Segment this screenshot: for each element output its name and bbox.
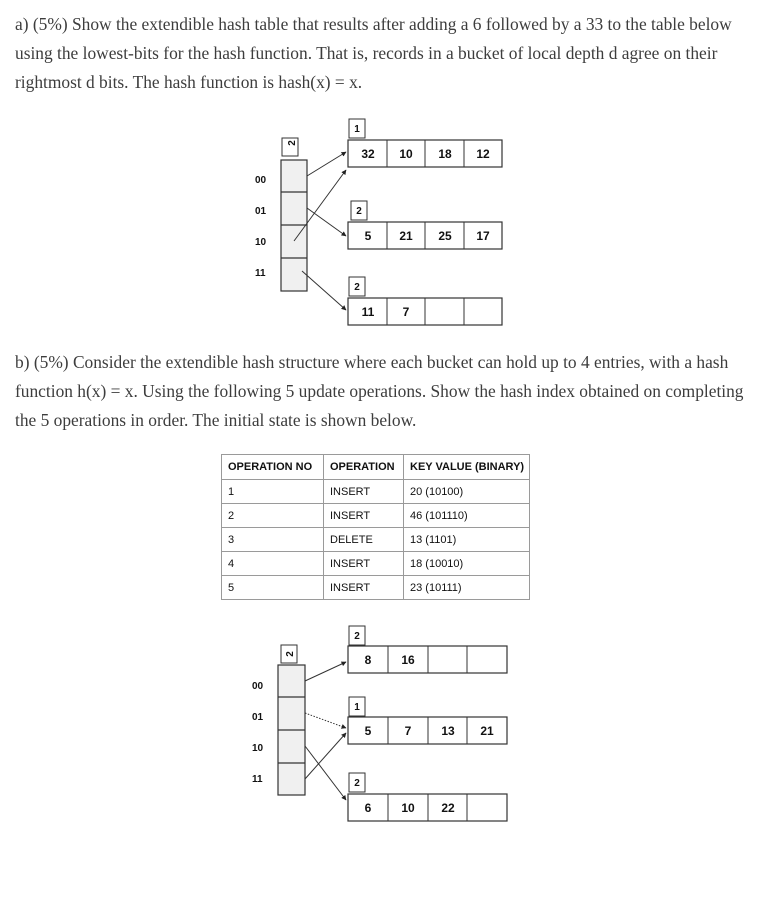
directory-label-00: 00 — [252, 681, 264, 692]
global-depth-label: 2 — [285, 651, 296, 657]
bucket-1-key: 18 — [438, 147, 452, 161]
bucket-2-key: 13 — [441, 724, 455, 738]
bucket-1 — [348, 646, 507, 673]
question-b-text: b) (5%) Consider the extendible hash structure where each bucket can hold up to 4 entries, with a hash function h(x) = x. Using the following 5 update operations. Show the hash index obtained on completing the 5 operations in order. The initial state is shown below. — [15, 352, 744, 430]
bucket-2-key: 5 — [364, 229, 372, 243]
bucket-1-local-depth: 1 — [354, 124, 360, 135]
directory-label-01: 01 — [255, 206, 267, 217]
table-cell: 13 (1101) — [404, 528, 530, 552]
directory-pointers — [305, 662, 346, 800]
question-a-text: a) (5%) Show the extendible hash table that results after adding a 6 followed by a 33 to the table below using the lowest-bits for the hash function. That is, records in a bucket of local depth d agree on their rightmost d bits. The hash function is hash(x) = x. — [15, 14, 732, 92]
table-cell: 20 (10100) — [404, 480, 530, 504]
bucket-2-key: 7 — [404, 724, 412, 738]
bucket-3-key: 7 — [402, 305, 410, 319]
column-header: KEY VALUE (BINARY) — [404, 455, 530, 480]
directory-label-01: 01 — [252, 712, 264, 723]
bucket-1-key: 8 — [364, 653, 372, 667]
bucket-1-key: 16 — [401, 653, 415, 667]
bucket-2-key: 21 — [399, 229, 413, 243]
table-cell: INSERT — [324, 504, 404, 528]
table-cell: 4 — [222, 552, 324, 576]
bucket-3 — [348, 794, 507, 821]
directory-label-00: 00 — [255, 175, 267, 186]
table-cell: 1 — [222, 480, 324, 504]
table-cell: 18 (10010) — [404, 552, 530, 576]
bucket-1-key: 10 — [399, 147, 413, 161]
table-cell: 5 — [222, 576, 324, 600]
bucket-3-key: 22 — [441, 801, 455, 815]
bucket-3-local-depth: 2 — [354, 778, 360, 789]
directory-label-10: 10 — [255, 237, 267, 248]
table-cell: 46 (101110) — [404, 504, 530, 528]
bucket-2-key: 25 — [438, 229, 452, 243]
bucket-3-key: 10 — [401, 801, 415, 815]
table-cell: 2 — [222, 504, 324, 528]
bucket-1-key: 12 — [476, 147, 490, 161]
table-cell: 3 — [222, 528, 324, 552]
bucket-3-key: 11 — [361, 305, 375, 319]
column-header: OPERATION — [324, 455, 404, 480]
column-header: OPERATION NO — [222, 455, 324, 480]
global-depth-label: 2 — [287, 140, 298, 146]
table-cell: INSERT — [324, 480, 404, 504]
bucket-2-key: 5 — [364, 724, 372, 738]
table-cell: DELETE — [324, 528, 404, 552]
table-cell: INSERT — [324, 552, 404, 576]
bucket-1-key: 32 — [361, 147, 375, 161]
directory-label-10: 10 — [252, 743, 264, 754]
table-cell: 23 (10111) — [404, 576, 530, 600]
bucket-3-key: 6 — [364, 801, 372, 815]
bucket-2-local-depth: 2 — [356, 206, 362, 217]
table-cell: INSERT — [324, 576, 404, 600]
directory — [278, 665, 305, 795]
bucket-2-key: 17 — [476, 229, 490, 243]
bucket-2-local-depth: 1 — [354, 702, 360, 713]
directory-label-11: 11 — [255, 268, 266, 279]
bucket-2-key: 21 — [480, 724, 494, 738]
bucket-1-local-depth: 2 — [354, 631, 360, 642]
bucket-3-local-depth: 2 — [354, 282, 360, 293]
directory-label-11: 11 — [252, 774, 263, 785]
